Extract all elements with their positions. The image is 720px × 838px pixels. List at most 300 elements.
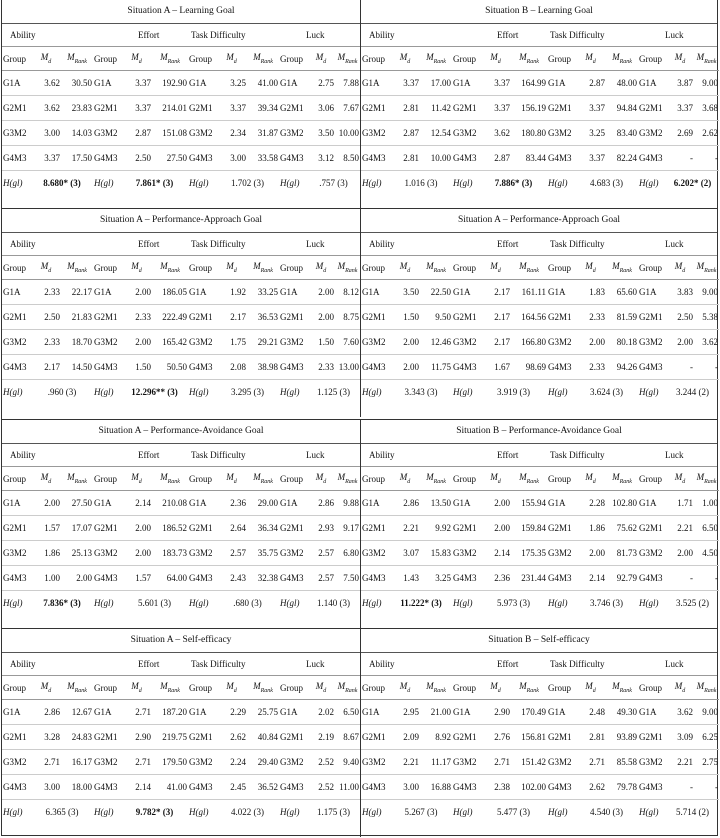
group-cell: G1A — [638, 280, 666, 305]
group-cell: G2M1 — [188, 516, 216, 541]
value-cell: 33.58 — [247, 146, 279, 171]
value-cell: 2.33 — [575, 305, 606, 330]
value-cell: 41.00 — [152, 775, 188, 800]
value-cell: 2.00 — [121, 280, 152, 305]
value-cell: 2.17 — [31, 355, 61, 380]
luck-header: Luck — [665, 659, 684, 669]
value-cell: 9.17 — [335, 516, 360, 541]
group-cell: G2M1 — [547, 516, 575, 541]
group-cell: G2M1 — [547, 96, 575, 121]
value-cell: 2.00 — [390, 355, 420, 380]
value-cell: 2.90 — [480, 700, 511, 725]
task-difficulty-header: Task Difficulty — [191, 30, 246, 40]
value-cell: 10.00 — [420, 146, 452, 171]
value-cell: 8.67 — [335, 725, 360, 750]
value-cell: 186.52 — [152, 516, 188, 541]
value-cell: 2.87 — [390, 121, 420, 146]
panel-title: Situation A – Performance-Avoidance Goal — [2, 420, 360, 444]
value-cell: 12.67 — [61, 700, 93, 725]
table-row — [361, 146, 719, 171]
value-cell: - — [694, 146, 719, 171]
h-label: H(gl) — [453, 387, 473, 397]
value-cell: 35.75 — [247, 541, 279, 566]
value-cell: 7.50 — [335, 566, 360, 591]
value-cell: 2.00 — [307, 305, 335, 330]
data-table — [2, 676, 360, 824]
group-cell: G1A — [547, 491, 575, 516]
task-difficulty-header: Task Difficulty — [550, 659, 605, 669]
value-cell: 9.92 — [420, 516, 452, 541]
group-cell: G1A — [452, 71, 480, 96]
value-cell: 161.11 — [511, 280, 547, 305]
value-cell: 83.44 — [511, 146, 547, 171]
group-cell: G1A — [2, 280, 31, 305]
h-statistic-task: 3.746 (3) — [590, 598, 623, 608]
h-statistic-luck: 1.175 (3) — [317, 807, 350, 817]
value-cell: 81.73 — [606, 541, 638, 566]
mrank-column-header: $M_{Rank}$ — [247, 47, 279, 71]
h-label: H(gl) — [189, 178, 209, 188]
value-cell: 2.33 — [31, 280, 61, 305]
panel-title: Situation A – Performance-Approach Goal — [361, 209, 717, 233]
value-cell: 1.00 — [31, 566, 61, 591]
md-column-header: $M_d$ — [31, 256, 61, 280]
value-cell: 6.80 — [335, 541, 360, 566]
group-column-header: Group — [279, 256, 307, 280]
value-cell: 2.17 — [216, 305, 247, 330]
value-cell: 12.46 — [420, 330, 452, 355]
value-cell: 36.34 — [247, 516, 279, 541]
group-cell: G4M3 — [638, 355, 666, 380]
group-cell: G2M1 — [547, 725, 575, 750]
value-cell: 36.53 — [247, 305, 279, 330]
value-cell: 2.36 — [216, 491, 247, 516]
group-cell: G3M2 — [361, 330, 390, 355]
h-statistic-ability: 11.222* (3) — [400, 598, 442, 608]
value-cell: 83.40 — [606, 121, 638, 146]
table-row — [361, 541, 719, 566]
group-cell: G3M2 — [93, 330, 121, 355]
group-cell: G1A — [2, 71, 31, 96]
table-row — [361, 725, 719, 750]
value-cell: 2.57 — [307, 541, 335, 566]
table-row — [2, 146, 360, 171]
h-label: H(gl) — [189, 387, 209, 397]
group-column-header: Group — [361, 467, 390, 491]
group-cell: G4M3 — [93, 355, 121, 380]
value-cell: 1.00 — [694, 491, 719, 516]
value-cell: 65.60 — [606, 280, 638, 305]
h-statistic-ability: 5.267 (3) — [404, 807, 438, 817]
column-header-row — [361, 467, 719, 491]
value-cell: 3.62 — [31, 71, 61, 96]
kruskal-wallis-row — [2, 800, 360, 825]
value-cell: 17.50 — [61, 146, 93, 171]
value-cell: 9.50 — [420, 305, 452, 330]
group-column-header: Group — [547, 676, 575, 700]
value-cell: 29.21 — [247, 330, 279, 355]
group-cell: G3M2 — [93, 750, 121, 775]
table-row — [2, 775, 360, 800]
value-cell: 21.00 — [420, 700, 452, 725]
group-cell: G2M1 — [452, 516, 480, 541]
value-cell: 1.83 — [575, 280, 606, 305]
md-column-header: $M_d$ — [575, 256, 606, 280]
value-cell: 3.25 — [420, 566, 452, 591]
value-cell: 1.57 — [31, 516, 61, 541]
data-table — [361, 256, 719, 404]
value-cell: 2.71 — [480, 750, 511, 775]
value-cell: 164.56 — [511, 305, 547, 330]
column-header-row — [2, 676, 360, 700]
value-cell: 186.05 — [152, 280, 188, 305]
task-difficulty-header: Task Difficulty — [191, 659, 246, 669]
group-column-header: Group — [547, 256, 575, 280]
value-cell: 2.48 — [575, 700, 606, 725]
value-cell: - — [694, 566, 719, 591]
kruskal-wallis-row — [2, 591, 360, 616]
group-cell: G3M2 — [2, 750, 31, 775]
group-column-header: Group — [452, 47, 480, 71]
data-table — [361, 676, 719, 824]
value-cell: 2.71 — [575, 750, 606, 775]
value-cell: 3.00 — [31, 121, 61, 146]
mrank-column-header: $M_{Rank}$ — [152, 256, 188, 280]
group-cell: G1A — [361, 491, 390, 516]
value-cell: 2.19 — [307, 725, 335, 750]
group-cell: G1A — [361, 71, 390, 96]
group-column-header: Group — [638, 47, 666, 71]
group-column-header: Group — [638, 676, 666, 700]
value-cell: 3.07 — [390, 541, 420, 566]
value-cell: 49.30 — [606, 700, 638, 725]
value-cell: 2.28 — [575, 491, 606, 516]
table-row — [2, 750, 360, 775]
h-label: H(gl) — [280, 387, 300, 397]
value-cell: - — [694, 355, 719, 380]
md-column-header: $M_d$ — [216, 47, 247, 71]
h-statistic-ability: 7.836* (3) — [43, 598, 81, 608]
value-cell: 2.93 — [307, 516, 335, 541]
group-cell: G2M1 — [279, 305, 307, 330]
value-cell: 3.37 — [390, 71, 420, 96]
value-cell: 3.50 — [307, 121, 335, 146]
group-cell: G4M3 — [452, 566, 480, 591]
panel-title: Situation B – Performance-Avoidance Goal — [361, 420, 717, 444]
group-column-header: Group — [452, 467, 480, 491]
group-cell: G2M1 — [547, 305, 575, 330]
group-cell: G1A — [93, 491, 121, 516]
value-cell: 3.00 — [390, 775, 420, 800]
value-cell: 3.83 — [666, 280, 694, 305]
task-difficulty-header: Task Difficulty — [550, 30, 605, 40]
group-cell: G3M2 — [547, 750, 575, 775]
md-column-header: $M_d$ — [121, 47, 152, 71]
group-cell: G2M1 — [2, 305, 31, 330]
group-cell: G4M3 — [638, 775, 666, 800]
h-label: H(gl) — [94, 807, 114, 817]
column-header-row — [361, 676, 719, 700]
value-cell: 2.00 — [666, 330, 694, 355]
h-statistic-effort: 9.782* (3) — [135, 807, 174, 817]
value-cell: 15.83 — [420, 541, 452, 566]
value-cell: 9.00 — [694, 71, 719, 96]
value-cell: 2.17 — [480, 330, 511, 355]
value-cell: 2.34 — [216, 121, 247, 146]
value-cell: 29.00 — [247, 491, 279, 516]
mrank-column-header: $M_{Rank}$ — [152, 467, 188, 491]
table-row — [361, 775, 719, 800]
effort-header: Effort — [497, 659, 519, 669]
value-cell: 31.87 — [247, 121, 279, 146]
data-table — [361, 47, 719, 195]
value-cell: 3.68 — [694, 96, 719, 121]
group-column-header: Group — [93, 47, 121, 71]
value-cell: 2.00 — [390, 330, 420, 355]
group-cell: G4M3 — [279, 355, 307, 380]
mrank-column-header: $M_{Rank}$ — [420, 676, 452, 700]
value-cell: 179.50 — [152, 750, 188, 775]
h-label: H(gl) — [639, 598, 659, 608]
value-cell: 50.50 — [152, 355, 188, 380]
group-cell: G3M2 — [188, 541, 216, 566]
group-cell: G1A — [188, 491, 216, 516]
group-cell: G4M3 — [361, 775, 390, 800]
value-cell: 3.37 — [575, 146, 606, 171]
value-cell: 94.84 — [606, 96, 638, 121]
value-cell: 2.52 — [307, 775, 335, 800]
value-cell: 165.42 — [152, 330, 188, 355]
h-statistic-effort: 12.296** (3) — [131, 387, 178, 397]
group-cell: G1A — [638, 71, 666, 96]
mrank-column-header: $M_{Rank}$ — [606, 467, 638, 491]
results-table-sheet — [1, 0, 718, 836]
group-cell: G1A — [93, 71, 121, 96]
h-label: H(gl) — [453, 598, 473, 608]
value-cell: 12.54 — [420, 121, 452, 146]
value-cell: 93.89 — [606, 725, 638, 750]
value-cell: 2.64 — [216, 516, 247, 541]
value-cell: 102.00 — [511, 775, 547, 800]
group-cell: G4M3 — [361, 566, 390, 591]
value-cell: 156.81 — [511, 725, 547, 750]
value-cell: - — [666, 355, 694, 380]
value-cell: 7.88 — [335, 71, 360, 96]
group-cell: G1A — [547, 700, 575, 725]
value-cell: 7.67 — [335, 96, 360, 121]
value-cell: 48.00 — [606, 71, 638, 96]
value-cell: 4.50 — [694, 541, 719, 566]
value-cell: 3.37 — [31, 146, 61, 171]
value-cell: 80.18 — [606, 330, 638, 355]
data-table — [2, 467, 360, 615]
value-cell: 180.80 — [511, 121, 547, 146]
value-cell: 3.37 — [216, 96, 247, 121]
value-cell: 23.83 — [61, 96, 93, 121]
mrank-column-header: $M_{Rank}$ — [247, 256, 279, 280]
value-cell: 2.62 — [216, 725, 247, 750]
value-cell: 2.71 — [121, 750, 152, 775]
mrank-column-header: $M_{Rank}$ — [61, 256, 93, 280]
value-cell: 1.50 — [121, 355, 152, 380]
table-row — [2, 121, 360, 146]
group-column-header: Group — [279, 676, 307, 700]
group-cell: G4M3 — [638, 146, 666, 171]
h-label: H(gl) — [453, 178, 473, 188]
value-cell: 3.06 — [307, 96, 335, 121]
value-cell: 2.14 — [121, 775, 152, 800]
column-header-row — [361, 47, 719, 71]
value-cell: 2.29 — [216, 700, 247, 725]
measure-header-row — [361, 444, 717, 467]
md-column-header: $M_d$ — [307, 676, 335, 700]
group-cell: G1A — [279, 280, 307, 305]
value-cell: 2.00 — [121, 516, 152, 541]
group-cell: G1A — [2, 491, 31, 516]
group-cell: G4M3 — [188, 566, 216, 591]
table-row — [361, 121, 719, 146]
table-row — [361, 330, 719, 355]
group-cell: G1A — [361, 280, 390, 305]
value-cell: 1.50 — [307, 330, 335, 355]
group-cell: G2M1 — [93, 516, 121, 541]
value-cell: 151.08 — [152, 121, 188, 146]
group-cell: G2M1 — [93, 305, 121, 330]
value-cell: - — [666, 566, 694, 591]
value-cell: 219.75 — [152, 725, 188, 750]
value-cell: 21.83 — [61, 305, 93, 330]
value-cell: 39.34 — [247, 96, 279, 121]
ability-header: Ability — [369, 30, 395, 40]
md-column-header: $M_d$ — [480, 47, 511, 71]
md-column-header: $M_d$ — [31, 467, 61, 491]
measure-header-row — [2, 233, 360, 256]
value-cell: 3.12 — [307, 146, 335, 171]
kruskal-wallis-row — [361, 171, 719, 196]
task-difficulty-header: Task Difficulty — [191, 239, 246, 249]
value-cell: 2.00 — [307, 280, 335, 305]
kruskal-wallis-row — [2, 380, 360, 405]
value-cell: 2.00 — [480, 516, 511, 541]
h-statistic-luck: 3.244 (2) — [676, 387, 709, 397]
value-cell: 2.81 — [390, 146, 420, 171]
value-cell: 9.88 — [335, 491, 360, 516]
value-cell: 2.87 — [575, 71, 606, 96]
column-header-row — [2, 467, 360, 491]
table-row — [2, 71, 360, 96]
group-cell: G2M1 — [452, 305, 480, 330]
group-cell: G1A — [452, 491, 480, 516]
luck-header: Luck — [306, 450, 325, 460]
group-cell: G1A — [638, 491, 666, 516]
task-difficulty-header: Task Difficulty — [550, 239, 605, 249]
group-column-header: Group — [452, 256, 480, 280]
value-cell: 85.58 — [606, 750, 638, 775]
value-cell: 2.24 — [216, 750, 247, 775]
value-cell: 11.42 — [420, 96, 452, 121]
group-cell: G2M1 — [361, 725, 390, 750]
group-cell: G4M3 — [547, 355, 575, 380]
mrank-column-header: $M_{Rank}$ — [511, 676, 547, 700]
group-cell: G2M1 — [188, 305, 216, 330]
kruskal-wallis-row — [361, 380, 719, 405]
group-cell: G3M2 — [2, 330, 31, 355]
value-cell: 170.49 — [511, 700, 547, 725]
group-cell: G3M2 — [452, 541, 480, 566]
group-column-header: Group — [361, 256, 390, 280]
value-cell: 2.86 — [307, 491, 335, 516]
md-column-header: $M_d$ — [121, 676, 152, 700]
group-cell: G3M2 — [279, 541, 307, 566]
value-cell: 222.49 — [152, 305, 188, 330]
table-row — [2, 566, 360, 591]
value-cell: 18.00 — [61, 775, 93, 800]
value-cell: 2.33 — [121, 305, 152, 330]
group-cell: G3M2 — [93, 541, 121, 566]
md-column-header: $M_d$ — [666, 47, 694, 71]
value-cell: 164.99 — [511, 71, 547, 96]
group-cell: G4M3 — [452, 146, 480, 171]
value-cell: 3.25 — [575, 121, 606, 146]
value-cell: 3.50 — [390, 280, 420, 305]
table-row — [361, 566, 719, 591]
h-label: H(gl) — [639, 178, 659, 188]
group-cell: G1A — [93, 700, 121, 725]
h-statistic-luck: 3.525 (2) — [676, 598, 709, 608]
luck-header: Luck — [665, 30, 684, 40]
panel-title: Situation B – Learning Goal — [361, 0, 717, 24]
group-cell: G1A — [188, 71, 216, 96]
value-cell: 98.69 — [511, 355, 547, 380]
group-cell: G4M3 — [279, 146, 307, 171]
table-row — [361, 305, 719, 330]
ability-header: Ability — [369, 239, 395, 249]
group-cell: G1A — [279, 491, 307, 516]
panel-title: Situation A – Self-efficacy — [2, 629, 360, 653]
value-cell: 11.00 — [335, 775, 360, 800]
mrank-column-header: $M_{Rank}$ — [152, 676, 188, 700]
kruskal-wallis-row — [361, 591, 719, 616]
mrank-column-header: $M_{Rank}$ — [606, 47, 638, 71]
value-cell: 3.37 — [666, 96, 694, 121]
md-column-header: $M_d$ — [390, 256, 420, 280]
group-cell: G3M2 — [279, 121, 307, 146]
value-cell: 2.14 — [480, 541, 511, 566]
panel-situation-a-performance-approach-2 — [360, 208, 717, 417]
group-cell: G4M3 — [93, 566, 121, 591]
h-statistic-task: 3.295 (3) — [231, 387, 264, 397]
value-cell: 3.37 — [480, 96, 511, 121]
mrank-column-header: $M_{Rank}$ — [335, 256, 360, 280]
group-cell: G3M2 — [279, 750, 307, 775]
panel-title: Situation A – Performance-Approach Goal — [2, 209, 360, 233]
value-cell: 14.03 — [61, 121, 93, 146]
panel-situation-a-self-efficacy — [2, 628, 360, 837]
value-cell: 2.33 — [575, 355, 606, 380]
value-cell: 187.20 — [152, 700, 188, 725]
table-row — [2, 725, 360, 750]
h-statistic-ability: 6.365 (3) — [45, 807, 79, 817]
md-column-header: $M_d$ — [575, 467, 606, 491]
column-header-row — [2, 256, 360, 280]
h-label: H(gl) — [548, 178, 568, 188]
value-cell: 3.09 — [666, 725, 694, 750]
value-cell: 32.38 — [247, 566, 279, 591]
panel-title: Situation B – Self-efficacy — [361, 629, 717, 653]
value-cell: 183.73 — [152, 541, 188, 566]
panel-situation-b-self-efficacy — [360, 628, 717, 837]
table-row — [361, 491, 719, 516]
